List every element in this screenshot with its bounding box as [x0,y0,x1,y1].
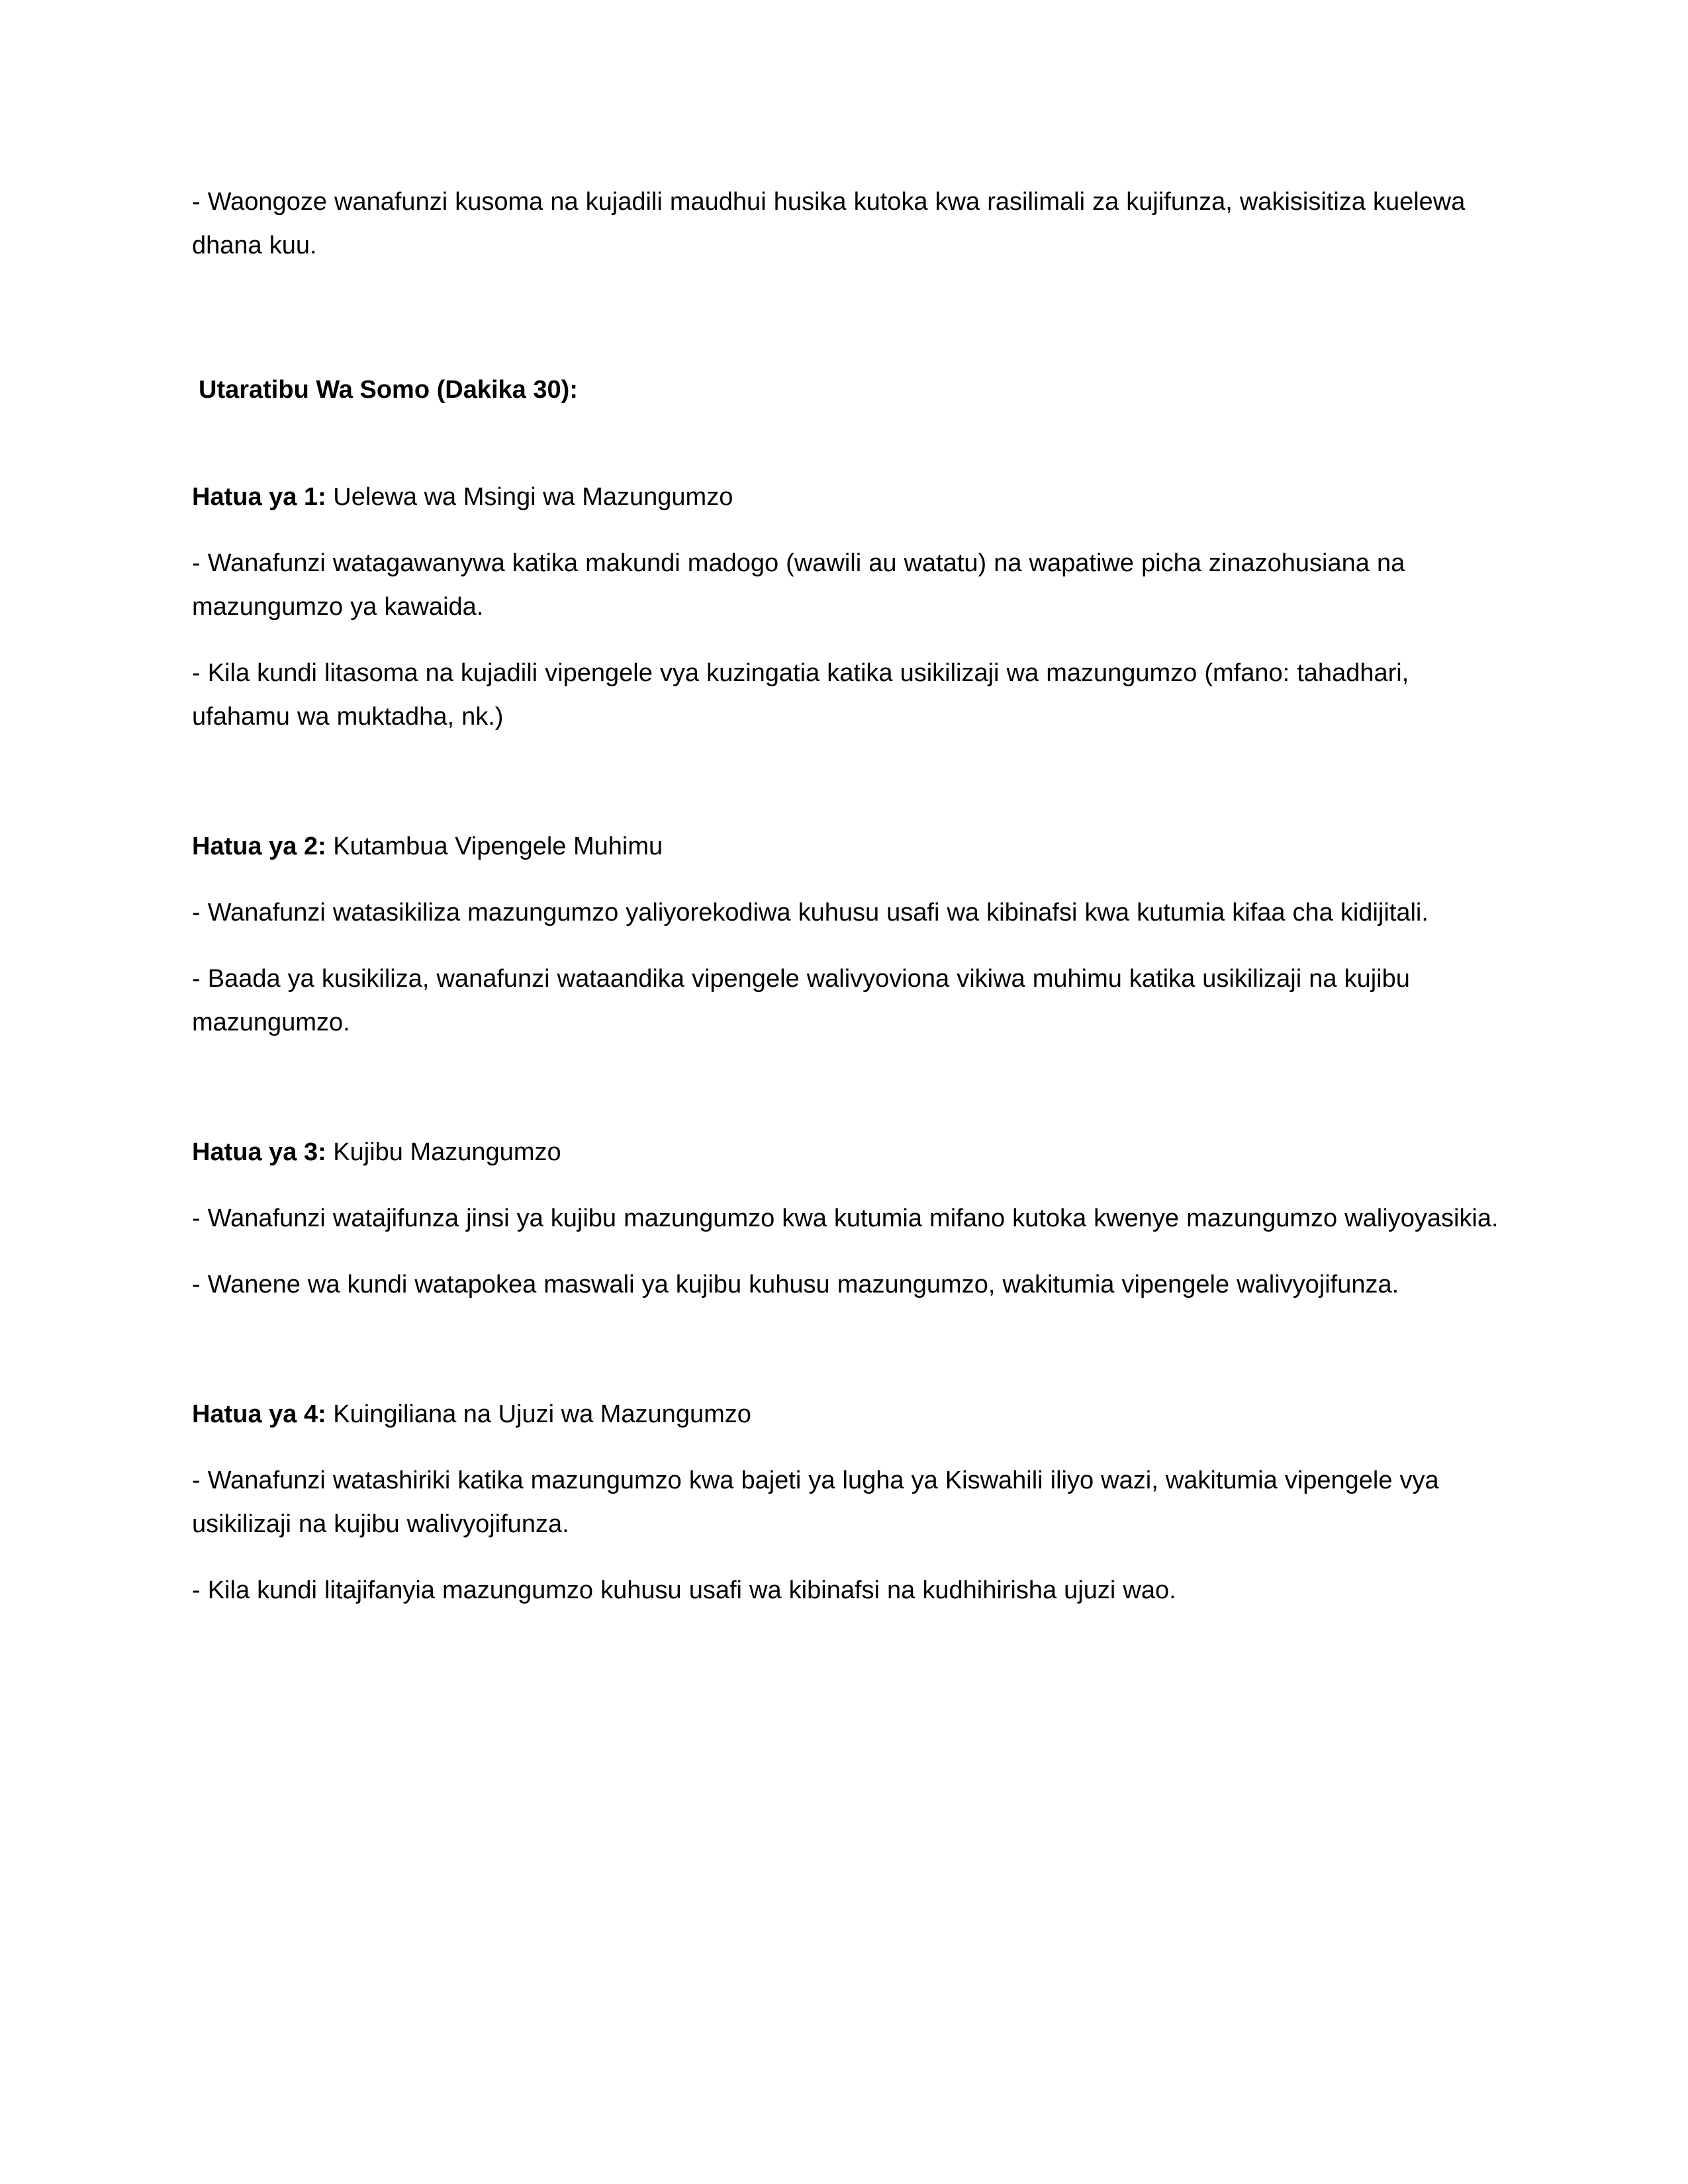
step-title-1 [192,475,1503,519]
spacer-after-heading [192,412,1503,475]
step-1-bullet-1: - Wanafunzi watagawanywa katika makundi madogo (wawili au watatu) na wapatiwe picha zinazohusiana na mazungumzo ya kawaida. [192,549,1405,621]
spacer-after-step-1 [192,761,1503,825]
step-4-bullet-1: - Wanafunzi watashiriki katika mazungumzo kwa bajeti ya lugha ya Kiswahili iliyo wazi, wakitumia vipengele vya usikilizaji na kujibu walivyojifunza. [192,1467,1439,1538]
step-3-bullet-2: - Wanene wa kundi watapokea maswali ya kujibu kuhusu mazungumzo, wakitumia vipengele walivyojifunza. [192,1271,1399,1298]
section-heading: Utaratibu Wa Somo (Dakika 30): [199,376,578,404]
step-1-bullet-2: - Kila kundi litasoma na kujadili vipengele vya kuzingatia katika usikilizaji wa mazungumzo (mfano: tahadhari, ufahamu wa muktadha, nk.) [192,659,1409,731]
step-3-bullet-1: - Wanafunzi watajifunza jinsi ya kujibu mazungumzo kwa kutumia mifano kutoka kwenye mazungumzo waliyoyasikia. [192,1205,1499,1232]
step-name-1: Uelewa wa Msingi wa Mazungumzo [326,483,733,511]
step-title-3 [192,1130,1503,1174]
step-name-4: Kuingiliana na Ujuzi wa Mazungumzo [326,1400,751,1428]
spacer-before-heading [192,290,1503,368]
step-name-2: Kutambua Vipengele Muhimu [326,833,663,860]
step-title-2 [192,825,1503,868]
step-lead-3: Hatua ya 3: [192,1138,326,1166]
document-body [192,180,1503,1635]
spacer-after-step-2 [192,1067,1503,1130]
step-lead-2: Hatua ya 2: [192,833,326,860]
step-title-4 [192,1392,1503,1436]
step-lead-4: Hatua ya 4: [192,1400,326,1428]
step-name-3: Kujibu Mazungumzo [326,1138,561,1166]
step-4-bullet-2: - Kila kundi litajifanyia mazungumzo kuhusu usafi wa kibinafsi na kudhihirisha ujuzi wao. [192,1576,1176,1604]
step-2-bullet-2: - Baada ya kusikiliza, wanafunzi wataandika vipengele walivyoviona vikiwa muhimu katika usikilizaji na kujibu mazungumzo. [192,965,1410,1036]
step-2-bullet-1: - Wanafunzi watasikiliza mazungumzo yaliyorekodiwa kuhusu usafi wa kibinafsi kwa kutumia kifaa cha kidijitali. [192,899,1429,927]
spacer-after-step-3 [192,1329,1503,1392]
step-lead-1: Hatua ya 1: [192,483,326,511]
intro-paragraph: - Waongoze wanafunzi kusoma na kujadili maudhui husika kutoka kwa rasilimali za kujifunza, wakisisitiza kuelewa dhana kuu. [192,188,1466,259]
